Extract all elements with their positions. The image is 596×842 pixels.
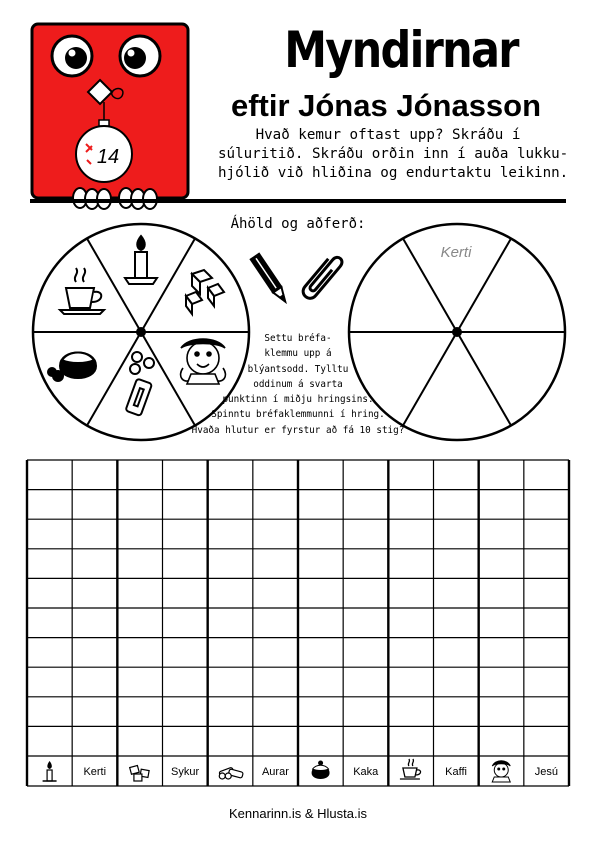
tally-cell[interactable] [525,520,568,548]
tally-cell[interactable] [254,579,297,607]
header-divider [30,199,566,203]
tally-cell[interactable] [164,579,207,607]
tally-cell[interactable] [435,668,478,696]
tally-cell[interactable] [28,579,71,607]
tally-cell[interactable] [254,520,297,548]
tally-cell[interactable] [435,491,478,519]
tally-cell[interactable] [525,698,568,726]
tally-cell[interactable] [389,639,432,667]
tally-cell[interactable] [118,579,161,607]
instructions-line: blýantsodd. Tylltu [247,363,349,375]
paperclip-icon [294,250,346,306]
sugar-cubes-icon [130,765,149,781]
tally-cell[interactable] [118,520,161,548]
tally-cell[interactable] [254,491,297,519]
tally-cell[interactable] [164,727,207,755]
tally-cell[interactable] [480,668,523,696]
tally-cell[interactable] [389,550,432,578]
tally-cell[interactable] [525,727,568,755]
tally-chart [25,458,571,794]
tally-cell[interactable] [480,461,523,489]
tally-cell[interactable] [344,461,387,489]
tally-cell[interactable] [435,520,478,548]
instructions-line: Spinntu bréfaklemmunni í hring. [211,409,385,421]
tally-cell[interactable] [344,520,387,548]
tally-cell[interactable] [164,639,207,667]
tally-item-label: Sykur [171,766,200,778]
tally-cell[interactable] [480,550,523,578]
tally-cell[interactable] [209,520,252,548]
tally-cell[interactable] [209,550,252,578]
tally-cell[interactable] [209,639,252,667]
instructions-text [190,331,406,438]
tally-cell[interactable] [73,491,116,519]
gingerbread-figure-icon [492,761,510,782]
tally-cell[interactable] [28,461,71,489]
tally-cell[interactable] [118,491,161,519]
tally-cell[interactable] [209,491,252,519]
tally-cell[interactable] [525,579,568,607]
tally-cell[interactable] [299,639,342,667]
tally-cell[interactable] [164,520,207,548]
tally-cell[interactable] [344,698,387,726]
tally-cell[interactable] [344,609,387,637]
footer-credit: Kennarinn.is & Hlusta.is [228,806,367,821]
tally-cell[interactable] [435,698,478,726]
instructions-line: punktinn í miðju hringsins. [222,394,374,406]
tally-cell[interactable] [480,579,523,607]
tally-cell[interactable] [389,579,432,607]
tally-cell[interactable] [525,491,568,519]
tally-cell[interactable] [118,698,161,726]
christmas-pudding-icon [312,761,330,780]
tally-cell[interactable] [344,550,387,578]
tools-heading: Áhöld og aðferð: [230,216,366,232]
tally-cell[interactable] [164,550,207,578]
instructions-line: oddinum á svarta [253,378,343,390]
tally-item-label: Kaffi [445,766,467,778]
wheel-center-dot [452,327,462,337]
tally-cell[interactable] [435,727,478,755]
tally-cell[interactable] [435,639,478,667]
tally-cell[interactable] [254,698,297,726]
tally-item-label: Aurar [261,766,289,778]
tally-cell[interactable] [209,609,252,637]
tally-cell[interactable] [254,668,297,696]
tally-cell[interactable] [435,461,478,489]
tally-cell[interactable] [28,491,71,519]
instructions-line: Hvaða hlutur er fyrstur að fá 10 stig? [191,424,405,436]
tally-cell[interactable] [299,609,342,637]
tally-cell[interactable] [525,550,568,578]
tally-cell[interactable] [73,609,116,637]
tally-cell[interactable] [209,579,252,607]
tally-item-label: Kerti [83,766,107,778]
intro-text [218,126,569,183]
tally-cell[interactable] [525,668,568,696]
tally-cell[interactable] [73,668,116,696]
instructions-line: klemmu upp á [264,348,332,360]
tally-cell[interactable] [480,639,523,667]
tally-cell[interactable] [435,609,478,637]
tally-cell[interactable] [164,609,207,637]
tally-cell[interactable] [164,491,207,519]
tally-cell[interactable] [299,668,342,696]
tally-cell[interactable] [299,550,342,578]
tally-cell[interactable] [299,579,342,607]
tally-cell[interactable] [254,639,297,667]
tally-cell[interactable] [344,491,387,519]
wheel-center-dot [136,327,146,337]
tally-cell[interactable] [299,520,342,548]
tally-cell[interactable] [254,550,297,578]
tally-cell[interactable] [344,727,387,755]
tally-cell[interactable] [209,698,252,726]
intro-line: Hvað kemur oftast upp? Skráðu í [255,127,521,143]
tally-cell[interactable] [73,579,116,607]
tally-cell[interactable] [254,461,297,489]
tally-cell[interactable] [344,668,387,696]
tally-cell[interactable] [73,520,116,548]
tally-cell[interactable] [480,491,523,519]
tally-cell[interactable] [254,609,297,637]
tally-cell[interactable] [389,668,432,696]
tally-cell[interactable] [525,639,568,667]
tally-item-label: Jesú [534,766,559,778]
tally-cell[interactable] [28,520,71,548]
intro-line: súluritið. Skráðu orðin inn í auða lukku- [218,146,569,162]
tally-cell[interactable] [209,727,252,755]
pencil-icon [246,250,294,308]
tally-cell[interactable] [164,698,207,726]
tally-cell[interactable] [118,727,161,755]
tally-cell[interactable] [299,727,342,755]
tally-cell[interactable] [118,461,161,489]
wheel-example-label: Kerti [440,244,472,261]
tally-cell[interactable] [28,639,71,667]
tally-cell[interactable] [118,668,161,696]
tally-cell[interactable] [389,461,432,489]
tally-cell[interactable] [389,698,432,726]
tally-cell[interactable] [299,491,342,519]
tally-cell[interactable] [299,461,342,489]
tally-cell[interactable] [389,609,432,637]
tally-cell[interactable] [28,550,71,578]
tally-cell[interactable] [525,609,568,637]
tally-cell[interactable] [73,461,116,489]
tally-item-label: Kaka [353,766,379,778]
tally-cell[interactable] [480,520,523,548]
tally-cell[interactable] [164,461,207,489]
tally-cell[interactable] [28,609,71,637]
instructions-line: Settu bréfa- [264,333,332,344]
tally-cell[interactable] [480,698,523,726]
coins-icon [219,767,243,779]
page-subtitle: eftir Jónas Jónasson [230,88,542,123]
intro-line: hjólið við hliðina og endurtaktu leikinn. [218,165,569,181]
tally-cell[interactable] [344,639,387,667]
tally-cell[interactable] [525,461,568,489]
tally-cell[interactable] [344,579,387,607]
tally-cell[interactable] [118,639,161,667]
tally-cell[interactable] [254,727,297,755]
coffee-cup-icon [400,759,421,779]
tally-cell[interactable] [480,727,523,755]
tally-cell[interactable] [28,698,71,726]
tally-cell[interactable] [73,727,116,755]
tally-cell[interactable] [73,550,116,578]
tally-cell[interactable] [435,579,478,607]
tally-cell[interactable] [435,550,478,578]
tally-cell[interactable] [118,550,161,578]
tally-cell[interactable] [389,727,432,755]
tally-cell[interactable] [480,609,523,637]
tally-cell[interactable] [118,609,161,637]
tally-cell[interactable] [389,491,432,519]
badge-number: 14 [96,146,120,168]
tally-cell[interactable] [389,520,432,548]
tally-cell[interactable] [73,639,116,667]
tally-cell[interactable] [164,668,207,696]
tally-cell[interactable] [209,668,252,696]
tally-cell[interactable] [209,461,252,489]
owl-badge [30,22,190,210]
candle-icon [43,761,57,781]
tally-cell[interactable] [28,727,71,755]
tally-cell[interactable] [299,698,342,726]
tally-cell[interactable] [73,698,116,726]
page-title: Myndirnar [284,21,518,79]
tally-cell[interactable] [28,668,71,696]
